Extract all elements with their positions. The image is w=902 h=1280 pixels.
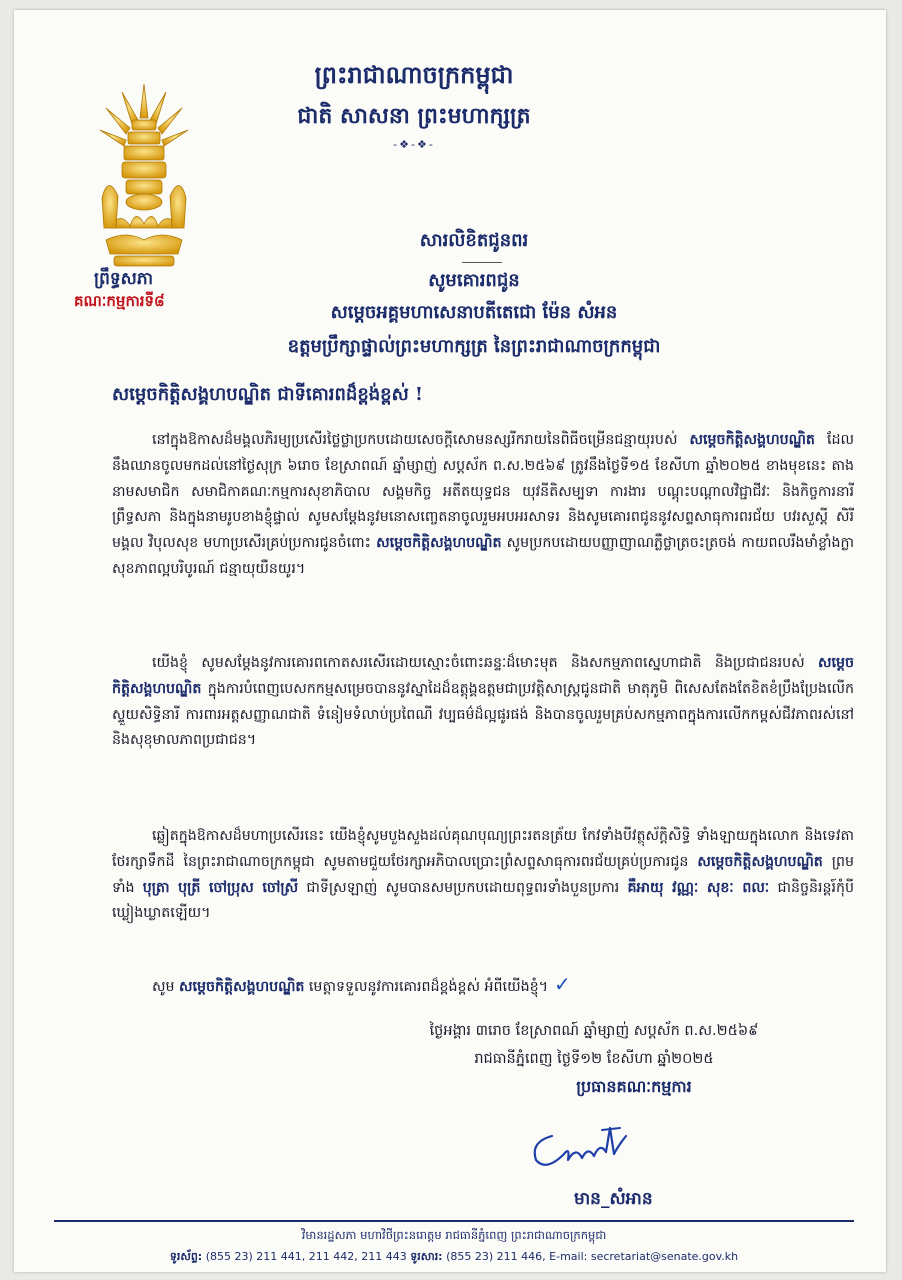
body-paragraph-3	[112, 824, 854, 927]
letter-type-title: សារលិខិតជូនពរ	[419, 230, 529, 251]
national-motto: ជាតិ សាសនា ព្រះមហាក្សត្រ	[297, 103, 531, 129]
p2-text-a: យើងខ្ញុំ សូមសម្តែងនូវការគោរពកោតសរសើរដោយស្មោះចំពោះឆន្ទៈដ៏មោះមុត និងសកម្មភាពស្នេហាជាតិ និងប្រជាជនរបស់	[152, 655, 818, 671]
p3-text-a: ឆ្លៀតក្នុងឱកាសដ៏មហាប្រសើរនេះ យើងខ្ញុំសូមបួងសួងដល់គុណបុណ្យព្រះរតនត្រ័យ កែវទាំងបីវត្ថុស័ក្តិសិទ្ធិ ទាំងឡាយក្នុងលោក និងទេវតាថែរក្សាទឹកដី នៃព្រះរាជាណាចក្រកម្ពុជា សូមតាមជួយថែរក្សាអភិបាលប្រោះព្រំសព្ទសាធុការពរជ័យគ្រប់ប្រការជូន	[112, 828, 854, 870]
p3-blessings: គឺអាយុ វណ្ណៈ សុខៈ ពលៈ	[627, 879, 770, 896]
p3-family: បុត្រា បុត្រី ចៅប្រុស ចៅស្រី	[142, 879, 299, 896]
p3-honoree-name: សម្តេចកិត្តិសង្គហបណ្ឌិត	[697, 853, 823, 870]
title-underline	[462, 262, 502, 263]
footer-contact	[54, 1250, 854, 1266]
body-paragraph-4	[112, 972, 854, 1001]
signer-name: មាន_សំអាន	[574, 1189, 653, 1209]
p3-text-d: ជានិច្ចនិរន្តរ៍កុំបីឃ្លៀងឃ្លាតឡើយ។	[112, 879, 855, 922]
phone-label: ទូរស័ព្ទ:	[169, 1250, 203, 1263]
p1-text-a: នៅក្នុងឱកាសដ៏មង្គលភិរម្យប្រសើរថ្លៃថ្លាប្រកបដោយសេចក្តីសោមនស្សរីករាយនៃពិធីចម្រើនជន្មាយុរបស់	[152, 432, 690, 448]
lunar-date: ថ្ងៃអង្គារ ៣រោច ខែស្រាពណ៍ ឆ្នាំម្សាញ់ សប្តស័ក ព.ស.២៥៦៩	[429, 1023, 759, 1039]
p4-text-b: មេត្តាទទួលនូវការគោរពដ៏ខ្ពង់ខ្ពស់ អំពីយើងខ្ញុំ។	[304, 979, 548, 995]
checkmark-icon: ✓	[553, 972, 571, 996]
phone-numbers: (855 23) 211 441, 211 442, 211 443	[205, 1250, 407, 1263]
p1-text-c: សូមប្រកបដោយបញ្ញាញាណភ្លឺថ្លាត្រចះត្រចង់ កាយពលរឹងមាំខ្លាំងក្លា សុខភាពល្អបរិបូរណ៍ ជន្មាយុយឺនយូរ។	[112, 535, 855, 577]
footer-divider	[54, 1220, 854, 1222]
kingdom-heading: ព្រះរាជាណាចក្រកម្ពុជា	[314, 60, 514, 89]
salutation: សម្តេចកិត្តិសង្គហបណ្ឌិត ជាទីគោរពដ៏ខ្ពង់ខ្ពស់ !	[112, 384, 423, 405]
fax-number: (855 23) 211 446,	[446, 1250, 546, 1263]
signer-title: ប្រធានគណៈកម្មការ	[576, 1077, 692, 1096]
p3-text-b: ព្រមទាំង	[112, 853, 855, 896]
p3-text-c: ជាទីស្រឡាញ់ សូមបានសមប្រកបដោយពុទ្ធពរទាំងបួនប្រការ	[298, 879, 628, 896]
handwritten-signature	[522, 1116, 632, 1176]
body-paragraph-2	[112, 651, 854, 754]
p2-text-b: ក្នុងការបំពេញបេសកកម្មសម្រេចបាននូវស្នាដៃដ៏ឧត្តុង្គឧត្តមជាប្រវត្តិសាស្ត្រជូនជាតិ មាតុភូមិ ពិសេសតែងតែខិតខំប្រឹងប្រែងលើកស្ទួយសិទ្ធិនារី ការពារអត្តសញ្ញាណជាតិ ទំនៀមទំលាប់ប្រពៃណី វប្បធម៌ដ៏ល្អផូរផង់ និងបានចូលរួមគ្រប់សកម្មភាពក្នុងការលើកកម្ពស់ជីវភាពរស់នៅ និងសុខុមាលភាពប្រជាជន។	[112, 680, 854, 749]
p4-text-a: សូម	[152, 979, 180, 995]
footer-address: វិមានរដ្ឋសភា មហាវិថីព្រះនរោត្តម រាជធានីភ្នំពេញ ព្រះរាជាណាចក្រកម្ពុជា	[301, 1228, 607, 1242]
p4-honoree-name: សម្តេចកិត្តិសង្គហបណ្ឌិត	[179, 979, 305, 995]
addressee-name: សម្តេចអគ្គមហាសេនាបតីតេជោ ម៉ែន សំអន	[330, 302, 618, 323]
p1-honoree-name: សម្តេចកិត្តិសង្គហបណ្ឌិត	[689, 432, 815, 448]
respectfully-line: សូមគោរពជូន	[428, 270, 520, 291]
ornament-divider: -❖-❖-	[393, 138, 435, 151]
p1-text-b: ដែលនឹងឈានចូលមកដល់នៅថ្ងៃសុក្រ ៦រោច ខែស្រាពណ៍ ឆ្នាំម្សាញ់ សប្តស័ក ព.ស.២៥៦៩ ត្រូវនឹងថ្ងៃទី១៥ ខែសីហា ឆ្នាំ២០២៥ ខាងមុខនេះ តាងនាមសមាជិក សមាជិកាគណៈកម្មការសុខាភិបាល សង្គមកិច្ច អតីតយុទ្ធជន យុវនីតិសម្បទា ការងារ បណ្តុះបណ្តាលវិជ្ជាជីវៈ និងកិច្ចការនារី ព្រឹទ្ធសភា និងក្នុងនាមរូបខាងខ្ញុំផ្ទាល់ សូមសម្តែងនូវមនោសញ្ចេតនាចូលរួមអបអរសាទរ និងសូមគោរពជូននូវសព្ទសាធុការពរជ័យ បវរសួស្តី សិរីមង្គល វិបុលសុខ មហាប្រសើរគ្រប់ប្រការជូនចំពោះ	[112, 432, 854, 552]
addressee-title: ឧត្តមប្រឹក្សាផ្ទាល់ព្រះមហាក្សត្រ នៃព្រះរាជាណាចក្រកម្ពុជា	[287, 336, 661, 357]
body-paragraph-1	[112, 428, 854, 583]
fax-label: ទូរសារ:	[410, 1250, 443, 1263]
p2-honoree-name: សម្តេចកិត្តិសង្គហបណ្ឌិត	[112, 655, 854, 697]
letter-page	[14, 10, 886, 1272]
p1-honoree-name-2: សម្តេចកិត្តិសង្គហបណ្ឌិត	[376, 535, 502, 552]
email-address: E-mail: secretariat@senate.gov.kh	[549, 1250, 739, 1263]
commission-name: គណៈកម្មការទី៨	[74, 292, 165, 310]
senate-name: ព្រឹទ្ធសភា	[94, 269, 154, 289]
place-and-date: រាជធានីភ្នំពេញ ថ្ងៃទី១២ ខែសីហា ឆ្នាំ២០២៥	[474, 1051, 714, 1067]
